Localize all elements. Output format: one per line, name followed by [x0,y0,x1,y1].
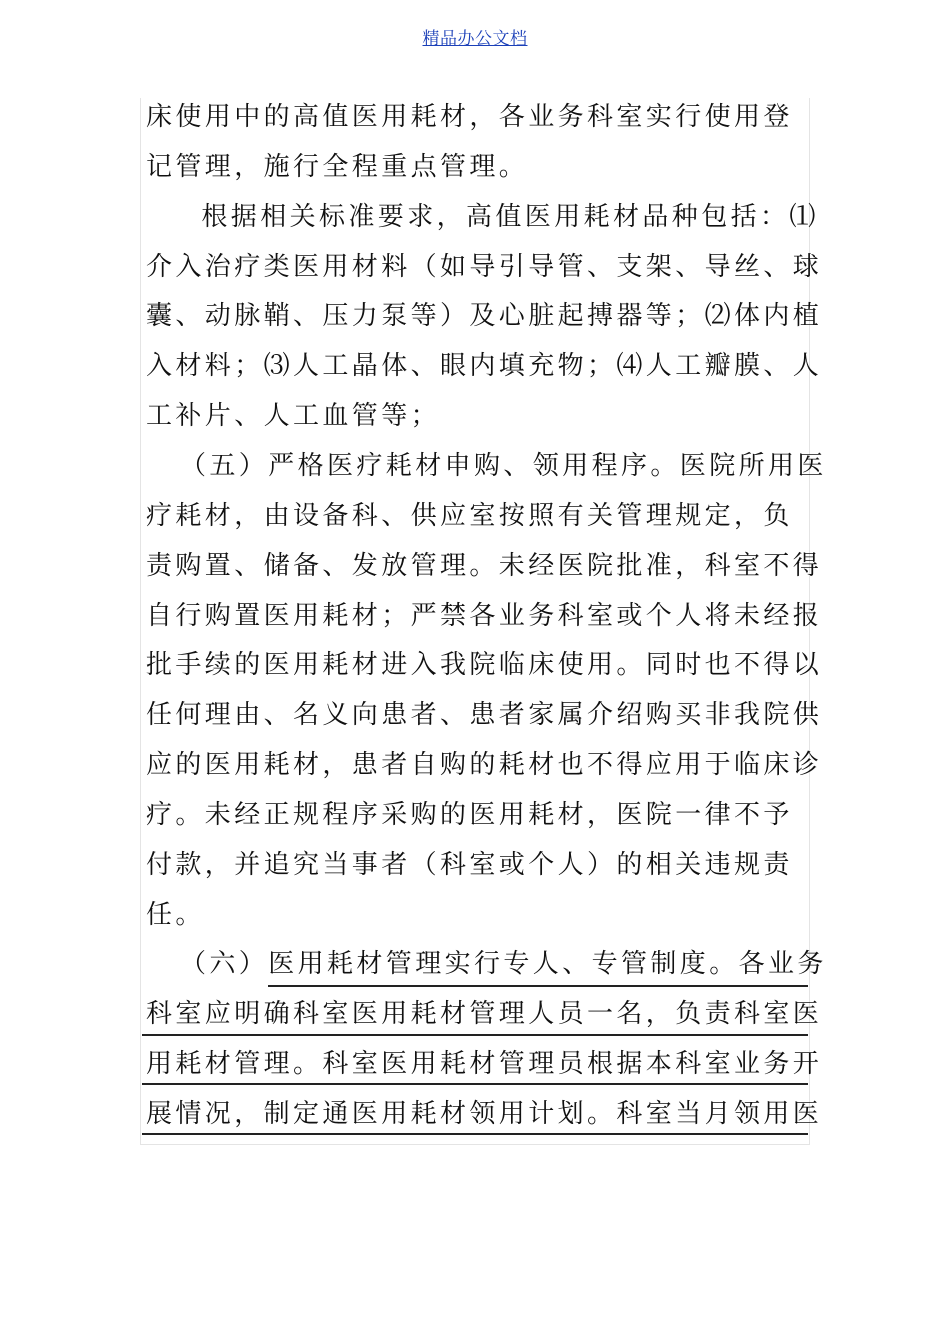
text-line: 用耗材管理。科室医用耗材管理员根据本科室业务开 [146,1049,823,1079]
text-line: 入材料；⑶人工晶体、眼内填充物；⑷人工瓣膜、人 [146,351,823,381]
table-rule [268,985,808,987]
text-line: 工补片、人工血管等； [146,401,441,431]
text-line: 责购置、储备、发放管理。未经医院批准，科室不得 [146,551,823,581]
text-line: 应的医用耗材，患者自购的耗材也不得应用于临床诊 [146,750,823,780]
table-rule [142,1133,808,1135]
text-line: 疗耗材，由设备科、供应室按照有关管理规定，负 [146,501,793,531]
table-rule [142,1083,808,1085]
text-line: 任何理由、名义向患者、患者家属介绍购买非我院供 [146,700,823,730]
section-6-heading-line: （六）医用耗材管理实行专人、专管制度。各业务 [180,949,827,979]
text-line: 任。 [146,900,205,930]
text-line: 付款，并追究当事者（科室或个人）的相关违规责 [146,850,793,880]
table-rule [142,1034,808,1036]
text-line: 记管理，施行全程重点管理。 [146,152,529,182]
section-5-heading-line: （五）严格医疗耗材申购、领用程序。医院所用医 [180,451,827,481]
text-line: 介入治疗类医用材料（如导引导管、支架、导丝、球 [146,252,823,282]
text-line: 科室应明确科室医用耗材管理人员一名，负责科室医 [146,999,823,1029]
text-line: 批手续的医用耗材进入我院临床使用。同时也不得以 [146,650,823,680]
text-line: 展情况，制定通医用耗材领用计划。科室当月领用医 [146,1099,823,1129]
text-line: 床使用中的高值医用耗材，各业务科室实行使用登 [146,102,793,132]
header-link[interactable]: 精品办公文档 [422,29,528,49]
paragraph-start-line: 根据相关标准要求，高值医用耗材品种包括：⑴ [172,202,819,232]
text-line: 疗。未经正规程序采购的医用耗材，医院一律不予 [146,800,793,830]
text-line: 囊、动脉鞘、压力泵等）及心脏起搏器等；⑵体内植 [146,301,823,331]
text-line: 自行购置医用耗材；严禁各业务科室或个人将未经报 [146,601,823,631]
